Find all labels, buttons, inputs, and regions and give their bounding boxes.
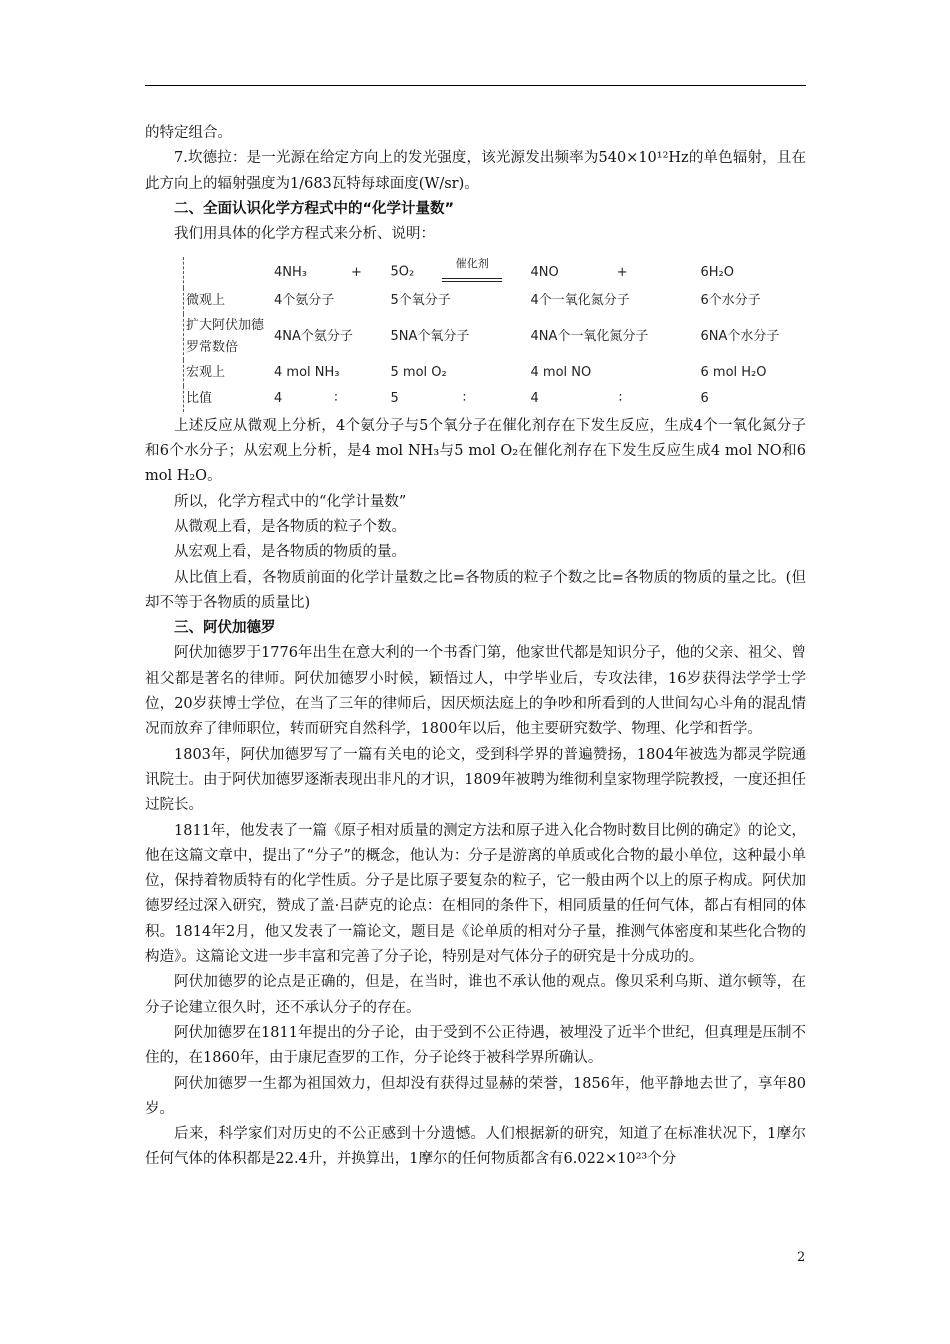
row-label-na: 扩大阿伏加德罗常数倍 [184,314,275,360]
paragraph: 从微观上看，是各物质的粒子个数。 [174,518,406,535]
na-nh3: 4NA个氨分子 [274,329,353,345]
reactant-o2: 5O₂ [390,265,415,281]
product-h2o: 6H₂O [700,264,734,280]
ratio-value: 6 [700,391,709,407]
paragraph: 阿伏加德罗在1811年提出的分子论，由于受到不公正待遇，被埋没了近半个世纪，但真理是压制不住的，在1860年，由于康尼查罗的工作，分子论终于被科学界所确认。 [145,1024,806,1067]
row-label-macro: 宏观上 [184,360,275,386]
catalyst-arrow [442,251,502,281]
na-no: 4NA个一氧化氮分子 [530,329,649,345]
paragraph: 1811年，他发表了一篇《原子相对质量的测定方法和原子进入化合物时数目比例的确定》的论文，他在这篇文章中，提出了“分子”的概念，他认为：分子是游离的单质或化合物的最小单位，这种最小单位，保持着物质特有的化学性质。分子是比原子要复杂的粒子，它一般由两个以上的原子构成。阿伏加德罗经过深入研究，赞成了盖·吕萨克的论点：在相同的条件下，相同质量的任何气体，都占有相同的体积。1814年2月，他又发表了一篇论文，题目是《论单质的相对分子量，推测气体密度和某些化合物的构造》。这篇论文进一步丰富和完善了分子论，特别是对气体分子的研究是十分成功的。 [145,822,806,966]
micro-nh3: 4个氨分子 [274,293,335,309]
plus-sign: + [616,264,628,280]
paragraph: 从比值上看，各物质前面的化学计量数之比=各物质的粒子个数之比=各物质的物质的量之比。(但却不等于各物质的质量比) [145,569,806,611]
macro-h2o: 6 mol H₂O [700,365,767,381]
paragraph: 阿伏加德罗的论点是正确的，但是，在当时，谁也不承认他的观点。像贝采利乌斯、道尔顿等，在分子论建立很久时，还不承认分子的存在。 [145,974,806,1016]
paragraph: 所以，化学方程式中的“化学计量数” [174,493,407,510]
micro-no: 4个一氧化氮分子 [530,293,630,309]
paragraph-candela: 7.坎德拉：是一光源在给定方向上的发光强度，该光源发出频率为540×10¹²Hz的单色辐射，且在此方向上的辐射强度为1/683瓦特每球面度(W/sr)。 [145,150,806,192]
na-o2: 5NA个氧分子 [390,329,470,345]
equation-table [183,257,781,411]
paragraph: 阿伏加德罗于1776年出生在意大利的一个书香门第，他家世代都是知识分子，他的父亲、祖父、曾祖父都是著名的律师。阿伏加德罗小时候，颖悟过人，中学毕业后，专攻法律，16岁获得法学学士学位，20岁获博士学位，在当了三年的律师后，因厌烦法庭上的争吵和所看到的人世间勾心斗角的混乱情况而放弃了律师职位，转而研究自然科学，1800年以后，他主要研究数学、物理、化学和哲学。 [145,645,806,738]
ratio-value: 5 [390,391,399,407]
ratio-colon: ∶ [334,391,338,407]
na-h2o: 6NA个水分子 [700,329,780,345]
paragraph: 后来，科学家们对历史的不公正感到十分遗憾。人们根据新的研究，知道了在标准状况下，1摩尔任何气体的体积都是22.4升，并换算出，1摩尔的任何物质都含有6.022×10²³个分 [145,1126,806,1168]
micro-h2o: 6个水分子 [700,293,761,309]
row-label-micro: 微观上 [184,288,275,314]
catalyst-label: 催化剂 [455,257,489,271]
paragraph: 阿伏加德罗一生都为祖国效力，但却没有获得过显赫的荣誉，1856年，他平静地去世了，享年80岁。 [145,1075,806,1117]
paragraph: 我们用具体的化学方程式来分析、说明： [174,226,435,243]
paragraph: 的特定组合。 [145,125,232,141]
ratio-value: 4 [274,391,283,407]
ratio-colon: ∶ [618,391,623,407]
paragraph: 1803年，阿伏加德罗写了一篇有关电的论文，受到科学界的普遍赞扬，1804年被选为都灵学院通讯院士。由于阿伏加德罗逐渐表现出非凡的才识，1809年被聘为维彻利皇家物理学院教授，一度还担任过院长。 [145,746,806,814]
row-label-ratio: 比值 [184,386,275,412]
micro-o2: 5个氧分子 [390,293,451,309]
page-number: 2 [797,1250,806,1265]
macro-o2: 5 mol O₂ [390,365,447,381]
macro-no: 4 mol NO [530,365,592,381]
section-heading-3: 三、阿伏加德罗 [174,620,276,637]
paragraph: 上述反应从微观上分析，4个氨分子与5个氧分子在催化剂存在下发生反应，生成4个一氧化氮分子和6个水分子；从宏观上分析，是4 mol NH₃与5 mol O₂在催化剂存在下发生反应生成4 mol NO和6 mol H₂O。 [145,417,806,485]
reactant-nh3: 4NH₃ [274,264,307,280]
product-no: 4NO [530,264,559,280]
document-body [145,121,806,1173]
paragraph: 从宏观上看，是各物质的物质的量。 [174,544,406,561]
header-rule [145,85,806,86]
plus-sign: + [350,264,362,280]
ratio-value: 4 [530,391,539,407]
macro-nh3: 4 mol NH₃ [274,365,340,381]
section-heading-2: 二、全面认识化学方程式中的“化学计量数” [174,200,455,217]
ratio-colon: ∶ [462,391,467,407]
